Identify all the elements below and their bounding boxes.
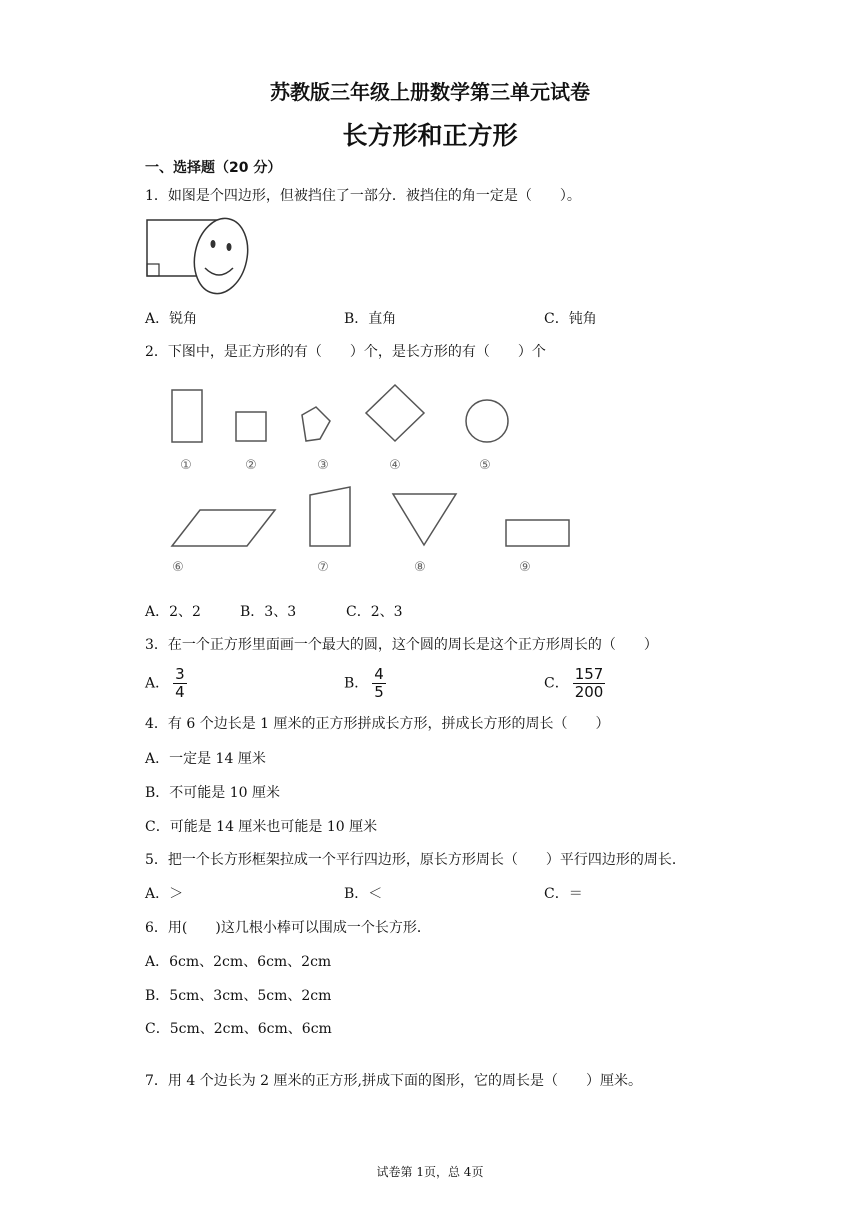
q4-option-c: C．可能是 14 厘米也可能是 10 厘米: [145, 819, 378, 835]
q2-option-c: C．2、3: [346, 604, 403, 620]
shape-6-parallelogram: [172, 510, 275, 546]
shape-label-7: ⑦: [317, 560, 329, 575]
q2-shapes-figure: [160, 375, 600, 585]
shape-label-4: ④: [389, 458, 401, 473]
question-2-text: 2．下图中，是正方形的有（ ）个，是长方形的有（ ）个: [145, 344, 546, 360]
exam-subtitle: 长方形和正方形: [342, 121, 518, 150]
q4-option-b: B．不可能是 10 厘米: [145, 785, 281, 801]
page-footer: 试卷第 1页，总 4页: [376, 1165, 484, 1179]
shape-1-tall-rectangle: [172, 390, 202, 442]
shape-label-1: ①: [180, 458, 192, 473]
q2-option-b: B．3、3: [240, 604, 297, 620]
q5-option-c: C．＝: [544, 886, 583, 902]
q5-option-b: B．＜: [344, 886, 383, 902]
fraction-numerator: 4: [374, 665, 384, 683]
q3-option-b-fraction: [372, 666, 386, 701]
question-1-text: 1．如图是个四边形，但被挡住了一部分．被挡住的角一定是（ ）。: [145, 188, 581, 204]
question-6-text: 6．用( )这几根小棒可以围成一个长方形．: [145, 920, 431, 936]
question-5-text: 5．把一个长方形框架拉成一个平行四边形，原长方形周长（ ）平行四边形的周长．: [145, 852, 686, 868]
q1-option-c: C．钝角: [544, 311, 597, 327]
section-heading: 一、选择题（20 分）: [145, 160, 282, 176]
fraction-numerator: 3: [175, 665, 185, 683]
shape-8-triangle: [393, 494, 456, 545]
fraction-numerator: 157: [574, 665, 604, 683]
q1-option-a: A．锐角: [145, 311, 198, 327]
question-7-text: 7．用 4 个边长为 2 厘米的正方形,拼成下面的图形，它的周长是（ ）厘米。: [145, 1073, 642, 1089]
shape-2-square: [236, 412, 266, 441]
q5-option-a: A．＞: [145, 886, 184, 902]
shape-3-irregular: [302, 407, 330, 441]
q6-option-c: C．5cm、2cm、6cm、6cm: [145, 1021, 332, 1037]
q6-option-a: A．6cm、2cm、6cm、2cm: [145, 954, 332, 970]
q3-option-a-prefix: A．: [145, 675, 170, 692]
shape-7-trapezoid: [310, 487, 350, 546]
shape-label-9: ⑨: [519, 560, 531, 575]
shape-4-rotated-square: [366, 385, 424, 441]
fraction-denominator: 4: [175, 683, 185, 701]
shape-label-6: ⑥: [172, 560, 184, 575]
q3-option-b: [344, 666, 386, 701]
q1-face-right-eye: [227, 243, 232, 251]
question-3-text: 3．在一个正方形里面画一个最大的圆，这个圆的周长是这个正方形周长的（ ）: [145, 637, 658, 653]
question-4-text: 4．有 6 个边长是 1 厘米的正方形拼成长方形，拼成长方形的周长（ ）: [145, 716, 610, 732]
q3-option-a-fraction: [173, 666, 187, 701]
fraction-denominator: 5: [374, 683, 384, 701]
q4-option-a: A．一定是 14 厘米: [145, 751, 266, 767]
q3-option-a: [145, 666, 187, 701]
shape-label-5: ⑤: [479, 458, 491, 473]
shape-label-3: ③: [317, 458, 329, 473]
q3-option-c-fraction: [573, 666, 606, 701]
q1-option-b: B．直角: [344, 311, 397, 327]
q2-option-a: A．2、2: [145, 604, 201, 620]
shape-9-rectangle: [506, 520, 569, 546]
q3-option-c-prefix: C．: [544, 675, 569, 692]
q1-right-angle-mark: [147, 264, 159, 276]
q3-option-b-prefix: B．: [344, 675, 369, 692]
shape-label-2: ②: [245, 458, 257, 473]
q3-option-c: [544, 666, 605, 701]
exam-title: 苏教版三年级上册数学第三单元试卷: [270, 80, 590, 104]
q6-option-b: B．5cm、3cm、5cm、2cm: [145, 988, 332, 1004]
q1-figure: [145, 216, 251, 298]
q1-covering-face: [188, 216, 251, 298]
q1-face-left-eye: [211, 240, 216, 248]
shape-label-8: ⑧: [414, 560, 426, 575]
fraction-denominator: 200: [574, 683, 604, 701]
shape-5-circle: [466, 400, 508, 442]
